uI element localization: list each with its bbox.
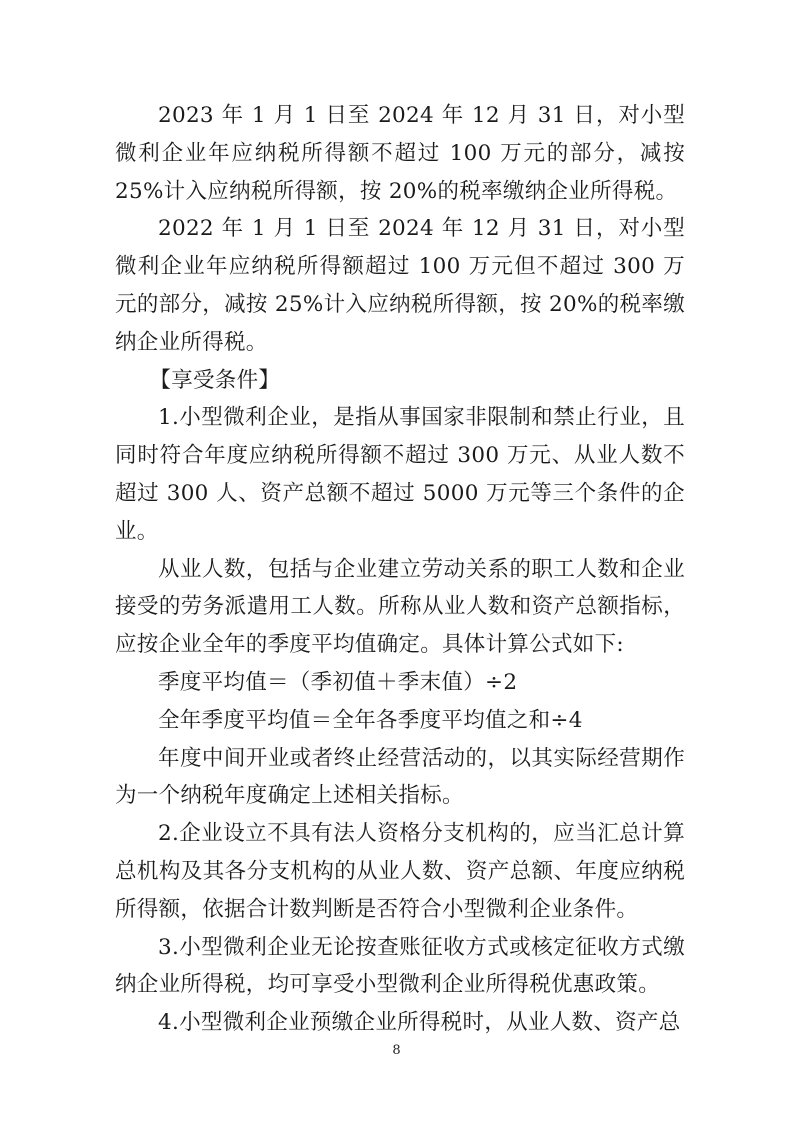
paragraph-condition-2: 2.企业设立不具有法人资格分支机构的，应当汇总计算总机构及其各分支机构的从业人数、资产总额、年度应纳税所得额，依据合计数判断是否符合小型微利企业条件。 <box>115 821 685 922</box>
paragraph-condition-3: 3.小型微利企业无论按查账征收方式或核定征收方式缴纳企业所得税，均可享受小型微利企业所得税优惠政策。 <box>115 934 685 998</box>
paragraph-condition-1: 1.小型微利企业，是指从事国家非限制和禁止行业，且同时符合年度应纳税所得额不超过 300 万元、从业人数不超过 300 人、资产总额不超过 5000 万元等三个条件的企业。 <box>115 405 685 544</box>
paragraph-condition-4: 4.小型微利企业预缴企业所得税时，从业人数、资产总 <box>158 1010 681 1036</box>
paragraph-employee-count: 从业人数，包括与企业建立劳动关系的职工人数和企业接受的劳务派遣用工人数。所称从业人数和资产总额指标，应按企业全年的季度平均值确定。具体计算公式如下: <box>115 556 685 658</box>
document-body <box>115 97 685 1042</box>
section-heading-conditions: 【享受条件】 <box>149 367 281 393</box>
paragraph-policy-2023: 2023 年 1 月 1 日至 2024 年 12 月 31 日，对小型微利企业年应纳税所得额不超过 100 万元的部分，减按 25%计入应纳税所得额，按 20%的税率缴纳企业所得税。 <box>115 103 685 204</box>
formula-annual-average: 全年季度平均值＝全年各季度平均值之和÷4 <box>158 707 583 733</box>
paragraph-mid-year: 年度中间开业或者终止经营活动的，以其实际经营期作为一个纳税年度确定上述相关指标。 <box>115 745 685 809</box>
paragraph-policy-2022: 2022 年 1 月 1 日至 2024 年 12 月 31 日，对小型微利企业年应纳税所得额超过 100 万元但不超过 300 万元的部分，减按 25%计入应纳税所得额，按 20%的税率缴纳企业所得税。 <box>115 216 685 355</box>
page-number: 8 <box>392 1043 401 1058</box>
formula-quarterly-average: 季度平均值＝（季初值＋季末值）÷2 <box>158 669 518 695</box>
